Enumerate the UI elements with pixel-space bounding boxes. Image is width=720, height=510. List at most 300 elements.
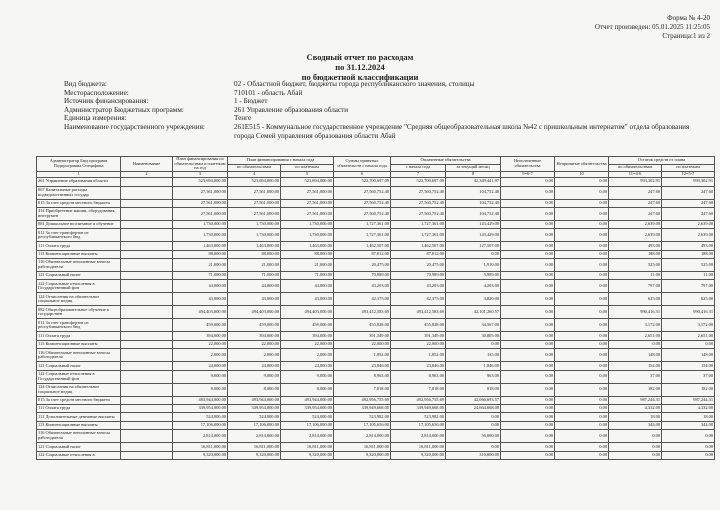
cell-c3: 8,000.00 bbox=[173, 383, 228, 396]
cell-c8: 42,349,441.97 bbox=[446, 178, 501, 186]
cell-c6: 22,000.00 bbox=[334, 340, 391, 348]
row-code: 015 За счет средств местного бюджета bbox=[37, 396, 121, 404]
cell-c12: 37.00 bbox=[662, 370, 715, 383]
meta-value: 261Е515 - Коммунальное государственное учреждение "Средняя общеобразовательная школа №42 с пришкольным интернатом" отдела образования города Семей управления образования области Абай bbox=[234, 122, 690, 140]
cell-c11: 3,172.00 bbox=[609, 319, 662, 332]
table-row bbox=[37, 319, 715, 332]
cell-c8: 42,101,260.57 bbox=[446, 306, 501, 319]
header-bal-pay: по платежам bbox=[662, 164, 715, 172]
cell-c7: 2,814,000.00 bbox=[391, 430, 446, 443]
cell-c7: 1,727,361.00 bbox=[391, 220, 446, 228]
cell-c9: 0.00 bbox=[501, 383, 555, 396]
form-number: Форма № 4-20 bbox=[667, 14, 710, 22]
cell-c12: 0.00 bbox=[662, 430, 715, 443]
cell-c8: 24,664,668.00 bbox=[446, 405, 501, 413]
row-name bbox=[121, 178, 173, 186]
row-code: 116 Обязательные пенсионные взносы работодателя bbox=[37, 430, 121, 443]
cell-c10: 0.00 bbox=[555, 383, 609, 396]
cell-c4: 1,730,000.00 bbox=[228, 220, 281, 228]
cell-c4: 24,000.00 bbox=[228, 362, 281, 370]
cell-c8: 34,567.00 bbox=[446, 319, 501, 332]
meta-row bbox=[64, 123, 704, 140]
cell-c11: 987,244.31 bbox=[609, 396, 662, 404]
cell-c9: 0.00 bbox=[501, 332, 555, 340]
report-title: Сводный отчет по расходам bbox=[306, 52, 414, 62]
cell-c9: 0.00 bbox=[501, 250, 555, 258]
cell-c6: 8,963.00 bbox=[334, 370, 391, 383]
column-index: 5 bbox=[281, 172, 334, 178]
cell-c7: 455,828.00 bbox=[391, 319, 446, 332]
column-index: 6 bbox=[334, 172, 391, 178]
cell-c9: 0.00 bbox=[501, 443, 555, 451]
row-code: 116 Обязательные пенсионные взносы работодателя bbox=[37, 259, 121, 272]
cell-c3: 22,000.00 bbox=[173, 340, 228, 348]
cell-c7: 27,560,752.40 bbox=[391, 207, 446, 220]
cell-c11: 4,332.00 bbox=[609, 405, 662, 413]
cell-c5: 21,000.00 bbox=[281, 259, 334, 272]
cell-c7: 27,560,752.40 bbox=[391, 186, 446, 199]
cell-c5: 8,000.00 bbox=[281, 383, 334, 396]
cell-c8: 56,000.00 bbox=[446, 430, 501, 443]
column-index: 8 bbox=[446, 172, 501, 178]
cell-c9: 0.00 bbox=[501, 207, 555, 220]
cell-c4: 459,000.00 bbox=[228, 319, 281, 332]
meta-value: 710101 - область Абай bbox=[234, 88, 303, 97]
cell-c8: 104,752.40 bbox=[446, 186, 501, 199]
row-name bbox=[121, 220, 173, 228]
cell-c4: 22,000.00 bbox=[228, 340, 281, 348]
cell-c5: 71,000.00 bbox=[281, 272, 334, 280]
row-code: 011 За счет трансфертов из республиканского бюд bbox=[37, 319, 121, 332]
cell-c4: 16,811,000.00 bbox=[228, 443, 281, 451]
cell-c11: 797.00 bbox=[609, 280, 662, 293]
meta-label: Наименование государственного учреждения: bbox=[64, 122, 205, 131]
cell-c5: 1,730,000.00 bbox=[281, 220, 334, 228]
cell-c10: 0.00 bbox=[555, 362, 609, 370]
cell-c9: 0.00 bbox=[501, 451, 555, 459]
column-index: 11=4-6 bbox=[609, 172, 662, 178]
cell-c7: 339,949,668.00 bbox=[391, 405, 446, 413]
header-bal-obl: по обязательствам bbox=[609, 164, 662, 172]
meta-label: Вид бюджета: bbox=[64, 80, 107, 88]
cell-c11: 247.60 bbox=[609, 207, 662, 220]
cell-c12: 182.00 bbox=[662, 383, 715, 396]
cell-c10: 0.00 bbox=[555, 421, 609, 429]
row-code: 111 Оплата труда bbox=[37, 332, 121, 340]
row-name bbox=[121, 349, 173, 362]
cell-c11: 182.00 bbox=[609, 383, 662, 396]
cell-c11: 344.00 bbox=[609, 421, 662, 429]
cell-c4: 9,000.00 bbox=[228, 370, 281, 383]
cell-c7: 522,700,697.09 bbox=[391, 178, 446, 186]
cell-c3: 524,000.00 bbox=[173, 413, 228, 421]
cell-c3: 459,000.00 bbox=[173, 319, 228, 332]
cell-c12: 344.00 bbox=[662, 421, 715, 429]
meta-row bbox=[64, 97, 704, 106]
cell-c12: 2,639.00 bbox=[662, 229, 715, 242]
table-row bbox=[37, 259, 715, 272]
cell-c7: 493,412,583.69 bbox=[391, 306, 446, 319]
cell-c8: 5,989.00 bbox=[446, 272, 501, 280]
cell-c7: 9,320,000.00 bbox=[391, 451, 446, 459]
cell-c6: 27,560,752.40 bbox=[334, 207, 391, 220]
header-paid-month: за текущий месяц bbox=[446, 164, 501, 172]
row-code: 111 Оплата труда bbox=[37, 405, 121, 413]
row-name bbox=[121, 443, 173, 451]
cell-c8: 0.00 bbox=[446, 413, 501, 421]
cell-c7: 20,475.00 bbox=[391, 259, 446, 272]
cell-c12: 0.00 bbox=[662, 451, 715, 459]
table-row bbox=[37, 340, 715, 348]
table-body bbox=[37, 178, 715, 460]
table-row bbox=[37, 293, 715, 306]
row-name bbox=[121, 370, 173, 383]
cell-c12: 18.00 bbox=[662, 413, 715, 421]
cell-c11: 525.00 bbox=[609, 259, 662, 272]
cell-c9: 0.00 bbox=[501, 349, 555, 362]
cell-c7: 1,727,361.00 bbox=[391, 229, 446, 242]
cell-c10: 0.00 bbox=[555, 293, 609, 306]
cell-c3: 1,463,000.00 bbox=[173, 242, 228, 250]
header-unpaid: Неоплаченные обязательства bbox=[501, 157, 555, 172]
table-row bbox=[37, 332, 715, 340]
cell-c3: 394,000.00 bbox=[173, 332, 228, 340]
cell-c11: 0.00 bbox=[609, 340, 662, 348]
cell-c12: 993,302.91 bbox=[662, 178, 715, 186]
row-code: 121 Социальный налог bbox=[37, 443, 121, 451]
row-name bbox=[121, 421, 173, 429]
cell-c4: 2,000.00 bbox=[228, 349, 281, 362]
cell-c7: 1,852.00 bbox=[391, 349, 446, 362]
column-index: 3 bbox=[173, 172, 228, 178]
cell-c3: 2,000.00 bbox=[173, 349, 228, 362]
meta-label: Единица измерения: bbox=[64, 114, 127, 123]
column-index: 9=6-7 bbox=[501, 172, 555, 178]
cell-c10: 0.00 bbox=[555, 430, 609, 443]
cell-c12: 525.00 bbox=[662, 259, 715, 272]
cell-c3: 17,106,000.00 bbox=[173, 421, 228, 429]
cell-c12: 0.00 bbox=[662, 443, 715, 451]
cell-c11: 247.60 bbox=[609, 186, 662, 199]
cell-c5: 494,403,000.00 bbox=[281, 306, 334, 319]
cell-c5: 27,561,000.00 bbox=[281, 207, 334, 220]
row-name bbox=[121, 199, 173, 207]
header-plan-year: План финансирования по обязательствам и платежам на год bbox=[174, 156, 226, 171]
row-code: 113 Компенсационные выплаты bbox=[37, 421, 121, 429]
cell-c6: 1,462,507.00 bbox=[334, 242, 391, 250]
table-row bbox=[37, 242, 715, 250]
cell-c12: 11.00 bbox=[662, 272, 715, 280]
cell-c5: 1,730,000.00 bbox=[281, 229, 334, 242]
cell-c6: 9,320,000.00 bbox=[334, 451, 391, 459]
table-row bbox=[37, 207, 715, 220]
cell-c6: 20,475.00 bbox=[334, 259, 391, 272]
header-plan-pay: по платежам bbox=[281, 164, 334, 172]
table-row bbox=[37, 443, 715, 451]
row-name bbox=[121, 430, 173, 443]
cell-c10: 0.00 bbox=[555, 319, 609, 332]
cell-c8: 3,820.00 bbox=[446, 293, 501, 306]
cell-c5: 22,000.00 bbox=[281, 340, 334, 348]
cell-c11: 2,651.00 bbox=[609, 332, 662, 340]
row-name bbox=[121, 259, 173, 272]
cell-c7: 523,982.00 bbox=[391, 413, 446, 421]
cell-c9: 0.00 bbox=[501, 306, 555, 319]
table-row bbox=[37, 229, 715, 242]
cell-c3: 88,000.00 bbox=[173, 250, 228, 258]
column-index: 12=5-7 bbox=[662, 172, 715, 178]
cell-c8: 1,846.00 bbox=[446, 362, 501, 370]
cell-c11: 148.00 bbox=[609, 349, 662, 362]
report-meta bbox=[64, 80, 704, 140]
cell-c4: 1,463,000.00 bbox=[228, 242, 281, 250]
meta-label: Администратор Бюджетных программ: bbox=[64, 105, 184, 114]
table-row bbox=[37, 272, 715, 280]
cell-c11: 247.60 bbox=[609, 199, 662, 207]
cell-c3: 44,000.00 bbox=[173, 280, 228, 293]
cell-c4: 9,320,000.00 bbox=[228, 451, 281, 459]
table-row bbox=[37, 430, 715, 443]
cell-c12: 797.00 bbox=[662, 280, 715, 293]
cell-c3: 9,000.00 bbox=[173, 370, 228, 383]
header-name: Наименование bbox=[121, 157, 173, 172]
row-code: 261 Управление образования области bbox=[37, 178, 121, 186]
cell-c8: 0.00 bbox=[446, 443, 501, 451]
row-name bbox=[121, 293, 173, 306]
meta-value: 1 - Бюджет bbox=[234, 97, 268, 106]
cell-c11: 37.00 bbox=[609, 370, 662, 383]
row-code: 011 За счет трансфертов из республиканского бюд bbox=[37, 229, 121, 242]
header-balance: Остаток средств от плана bbox=[609, 157, 715, 165]
cell-c3: 493,944,000.00 bbox=[173, 396, 228, 404]
cell-c10: 0.00 bbox=[555, 443, 609, 451]
cell-c9: 0.00 bbox=[501, 242, 555, 250]
cell-c8: 0.00 bbox=[446, 250, 501, 258]
cell-c3: 16,811,000.00 bbox=[173, 443, 228, 451]
cell-c5: 493,944,000.00 bbox=[281, 396, 334, 404]
cell-c11: 0.00 bbox=[609, 451, 662, 459]
cell-c12: 2,651.00 bbox=[662, 332, 715, 340]
column-index: 4 bbox=[228, 172, 281, 178]
cell-c5: 524,000.00 bbox=[281, 413, 334, 421]
row-code: 122 Социальные отчисления в bbox=[37, 451, 121, 459]
cell-c5: 88,000.00 bbox=[281, 250, 334, 258]
cell-c8: 143,429.00 bbox=[446, 220, 501, 228]
cell-c9: 0.00 bbox=[501, 421, 555, 429]
cell-c5: 394,000.00 bbox=[281, 332, 334, 340]
row-code: 121 Социальный налог bbox=[37, 272, 121, 280]
row-name bbox=[121, 383, 173, 396]
row-code: 124 Отчисления на обязательное социальное медиц bbox=[37, 383, 121, 396]
cell-c8: 963.00 bbox=[446, 370, 501, 383]
cell-c9: 0.00 bbox=[501, 405, 555, 413]
row-name bbox=[121, 242, 173, 250]
cell-c6: 1,727,361.00 bbox=[334, 220, 391, 228]
cell-c5: 339,954,000.00 bbox=[281, 405, 334, 413]
row-name bbox=[121, 340, 173, 348]
cell-c9: 0.00 bbox=[501, 178, 555, 186]
cell-c3: 339,954,000.00 bbox=[173, 405, 228, 413]
cell-c4: 27,561,000.00 bbox=[228, 186, 281, 199]
table-row bbox=[37, 421, 715, 429]
cell-c3: 27,561,000.00 bbox=[173, 199, 228, 207]
cell-c11: 990,416.31 bbox=[609, 306, 662, 319]
cell-c7: 16,811,000.00 bbox=[391, 443, 446, 451]
cell-c10: 0.00 bbox=[555, 229, 609, 242]
cell-c3: 24,000.00 bbox=[173, 362, 228, 370]
report-subtitle: по бюджетной классификации bbox=[301, 72, 419, 82]
table-row bbox=[37, 178, 715, 186]
row-code: 122 Социальные отчисления в Государственный фон bbox=[37, 280, 121, 293]
cell-c9: 0.00 bbox=[501, 280, 555, 293]
row-code: 082 Общеобразовательное обучение в государствен bbox=[37, 306, 121, 319]
cell-c11: 2,639.00 bbox=[609, 220, 662, 228]
cell-c10: 0.00 bbox=[555, 242, 609, 250]
row-code: 067 Капитальные расходы подведомственных государ bbox=[37, 186, 121, 199]
row-code: 124 Отчисления на обязательное социальное медиц bbox=[37, 293, 121, 306]
cell-c10: 0.00 bbox=[555, 259, 609, 272]
cell-c11: 18.00 bbox=[609, 413, 662, 421]
cell-c6: 2,814,000.00 bbox=[334, 430, 391, 443]
table-row bbox=[37, 186, 715, 199]
page-number: Страница:1 из 2 bbox=[662, 32, 710, 40]
cell-c7: 7,818.00 bbox=[391, 383, 446, 396]
header-paid-since: с начала года bbox=[391, 164, 446, 172]
row-name bbox=[121, 250, 173, 258]
cell-c5: 523,694,000.00 bbox=[281, 178, 334, 186]
cell-c6: 87,812.00 bbox=[334, 250, 391, 258]
table-row bbox=[37, 220, 715, 228]
cell-c5: 2,000.00 bbox=[281, 349, 334, 362]
cell-c11: 493.00 bbox=[609, 242, 662, 250]
cell-c9: 0.00 bbox=[501, 340, 555, 348]
cell-c4: 17,106,000.00 bbox=[228, 421, 281, 429]
cell-c5: 2,814,000.00 bbox=[281, 430, 334, 443]
row-name bbox=[121, 186, 173, 199]
cell-c6: 43,203.00 bbox=[334, 280, 391, 293]
cell-c3: 1,730,000.00 bbox=[173, 220, 228, 228]
cell-c12: 247.60 bbox=[662, 207, 715, 220]
cell-c10: 0.00 bbox=[555, 272, 609, 280]
row-name bbox=[121, 396, 173, 404]
meta-value: 261 Управление образования области bbox=[234, 105, 349, 114]
cell-c9: 0.00 bbox=[501, 259, 555, 272]
cell-c10: 0.00 bbox=[555, 220, 609, 228]
cell-c8: 818.00 bbox=[446, 383, 501, 396]
cell-c7: 1,462,507.00 bbox=[391, 242, 446, 250]
row-name bbox=[121, 229, 173, 242]
cell-c10: 0.00 bbox=[555, 186, 609, 199]
cell-c7: 8,963.00 bbox=[391, 370, 446, 383]
cell-c12: 247.60 bbox=[662, 186, 715, 199]
cell-c8: 127,507.00 bbox=[446, 242, 501, 250]
cell-c9: 0.00 bbox=[501, 319, 555, 332]
row-code: 113 Компенсационные выплаты bbox=[37, 340, 121, 348]
cell-c8: 143,429.00 bbox=[446, 229, 501, 242]
cell-c6: 455,828.00 bbox=[334, 319, 391, 332]
cell-c8: 0.00 bbox=[446, 340, 501, 348]
table-row bbox=[37, 396, 715, 404]
cell-c4: 2,814,000.00 bbox=[228, 430, 281, 443]
table-row bbox=[37, 405, 715, 413]
cell-c3: 523,694,000.00 bbox=[173, 178, 228, 186]
row-name bbox=[121, 207, 173, 220]
row-code: 111 Оплата труда bbox=[37, 242, 121, 250]
cell-c5: 43,000.00 bbox=[281, 293, 334, 306]
cell-c6: 1,727,361.00 bbox=[334, 229, 391, 242]
row-code: 116 Обязательные пенсионные взносы работодателя bbox=[37, 349, 121, 362]
cell-c9: 0.00 bbox=[501, 413, 555, 421]
row-name bbox=[121, 272, 173, 280]
table-row bbox=[37, 199, 715, 207]
cell-c5: 44,000.00 bbox=[281, 280, 334, 293]
cell-c8: 310,000.00 bbox=[446, 451, 501, 459]
meta-label: Месторасположение: bbox=[64, 88, 129, 97]
cell-c9: 0.00 bbox=[501, 199, 555, 207]
column-index: 10 bbox=[555, 172, 609, 178]
cell-c6: 16,811,000.00 bbox=[334, 443, 391, 451]
cell-c8: 0.00 bbox=[446, 421, 501, 429]
form-header bbox=[595, 14, 710, 41]
row-name bbox=[121, 405, 173, 413]
header-unaccepted: Непринятые обязательства bbox=[555, 157, 609, 172]
expense-table bbox=[36, 156, 715, 460]
cell-c6: 27,560,752.40 bbox=[334, 186, 391, 199]
cell-c4: 1,730,000.00 bbox=[228, 229, 281, 242]
table-row bbox=[37, 280, 715, 293]
cell-c5: 27,561,000.00 bbox=[281, 186, 334, 199]
cell-c10: 0.00 bbox=[555, 349, 609, 362]
cell-c11: 993,302.91 bbox=[609, 178, 662, 186]
meta-row bbox=[64, 80, 704, 89]
header-paid: Оплаченные обязательства bbox=[391, 157, 501, 165]
row-code: 122 Социальные отчисления в Государственный фон bbox=[37, 370, 121, 383]
cell-c4: 43,000.00 bbox=[228, 293, 281, 306]
cell-c8: 1,910.00 bbox=[446, 259, 501, 272]
table-row bbox=[37, 362, 715, 370]
cell-c4: 8,000.00 bbox=[228, 383, 281, 396]
cell-c9: 0.00 bbox=[501, 430, 555, 443]
cell-c7: 17,105,656.00 bbox=[391, 421, 446, 429]
cell-c3: 71,000.00 bbox=[173, 272, 228, 280]
cell-c4: 44,000.00 bbox=[228, 280, 281, 293]
cell-c3: 2,814,000.00 bbox=[173, 430, 228, 443]
table-row bbox=[37, 370, 715, 383]
cell-c9: 0.00 bbox=[501, 396, 555, 404]
cell-c6: 522,700,697.09 bbox=[334, 178, 391, 186]
cell-c10: 0.00 bbox=[555, 451, 609, 459]
cell-c10: 0.00 bbox=[555, 340, 609, 348]
cell-c12: 493.00 bbox=[662, 242, 715, 250]
cell-c8: 42,066,693.57 bbox=[446, 396, 501, 404]
table-row bbox=[37, 383, 715, 396]
cell-c8: 104,752.40 bbox=[446, 199, 501, 207]
cell-c4: 88,000.00 bbox=[228, 250, 281, 258]
cell-c9: 0.00 bbox=[501, 220, 555, 228]
cell-c6: 42,375.00 bbox=[334, 293, 391, 306]
cell-c9: 0.00 bbox=[501, 272, 555, 280]
cell-c10: 0.00 bbox=[555, 396, 609, 404]
cell-c4: 21,000.00 bbox=[228, 259, 281, 272]
cell-c10: 0.00 bbox=[555, 306, 609, 319]
cell-c5: 9,000.00 bbox=[281, 370, 334, 383]
cell-c10: 0.00 bbox=[555, 250, 609, 258]
row-code: 113 Компенсационные выплаты bbox=[37, 250, 121, 258]
meta-row bbox=[64, 106, 704, 115]
cell-c10: 0.00 bbox=[555, 280, 609, 293]
cell-c6: 70,989.00 bbox=[334, 272, 391, 280]
cell-c12: 0.00 bbox=[662, 340, 715, 348]
